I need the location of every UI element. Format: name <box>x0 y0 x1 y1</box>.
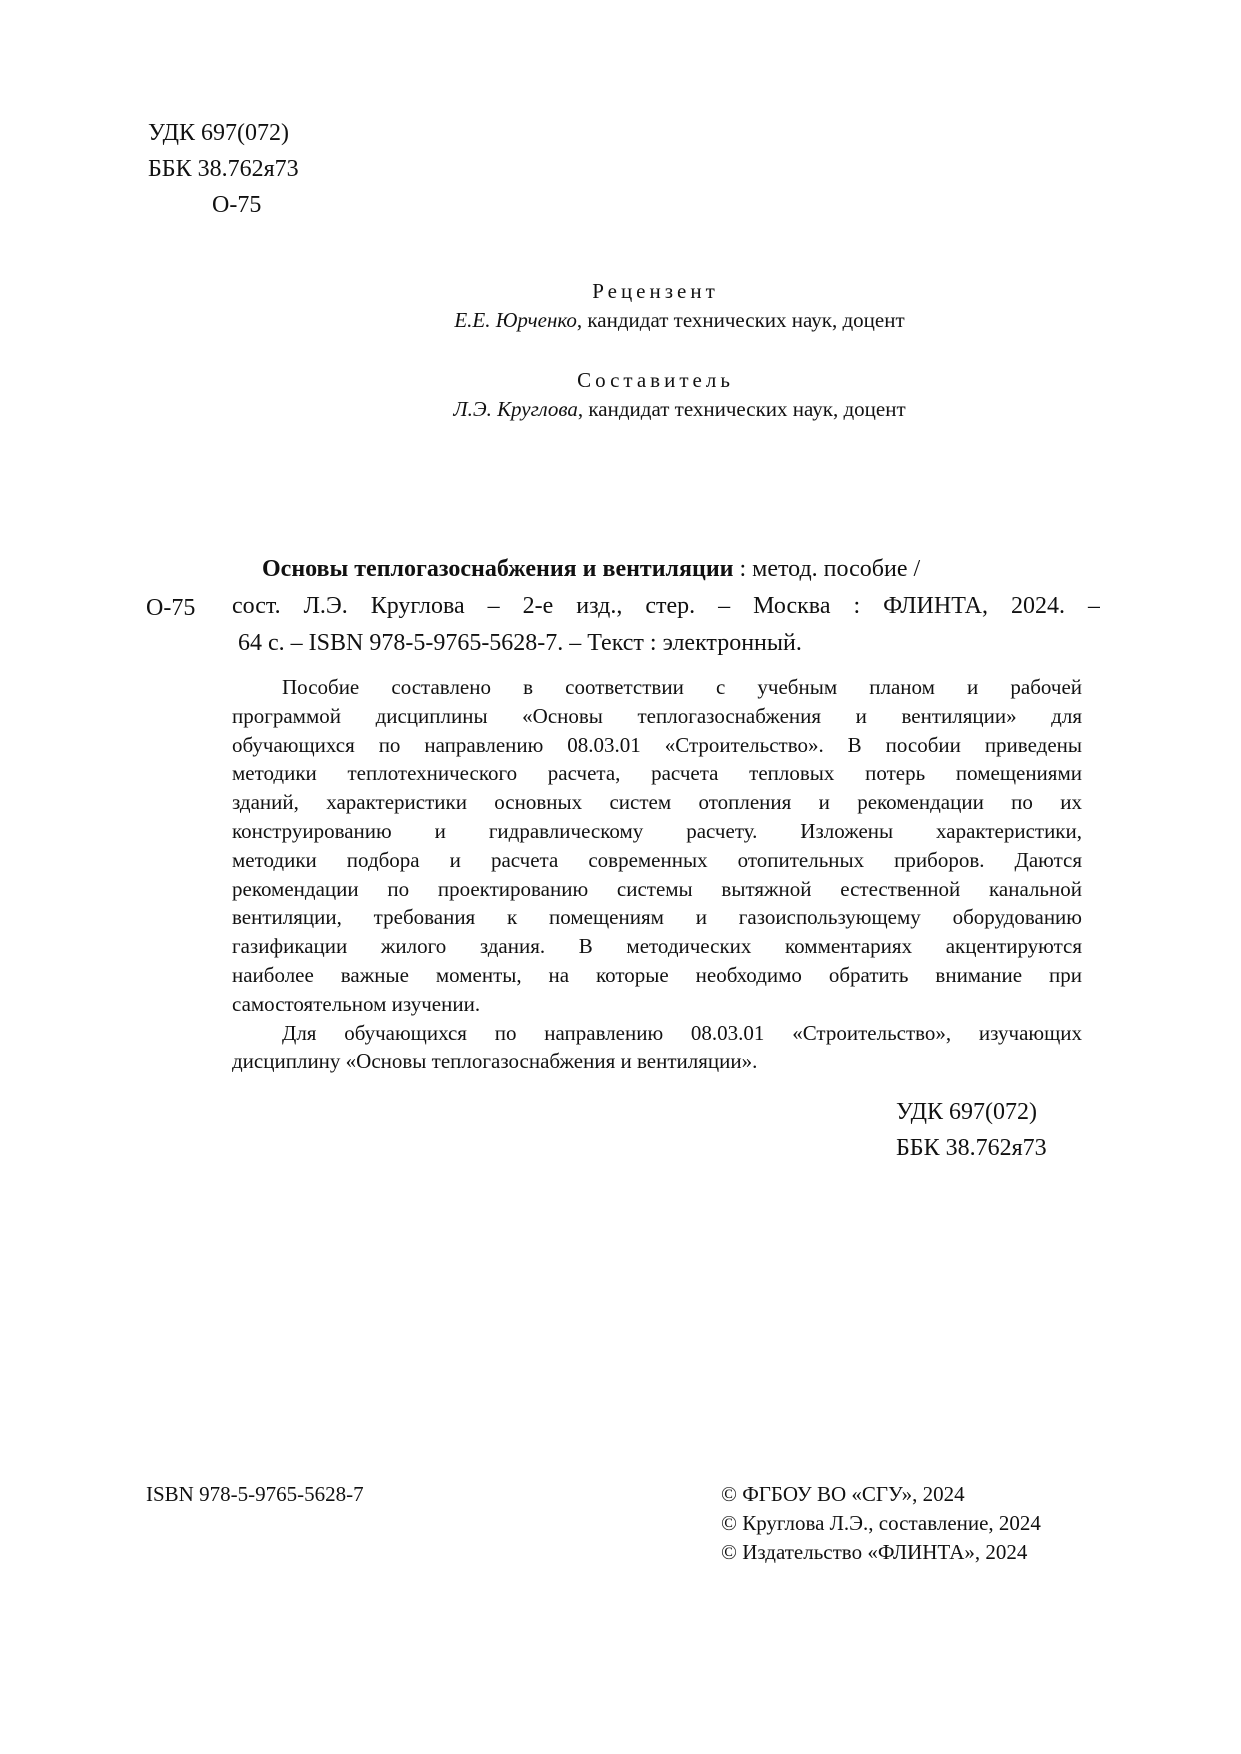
compiler-name: Л.Э. Круглова <box>453 397 578 421</box>
author-mark-side: О-75 <box>146 595 196 621</box>
udk-code-top: УДК 697(072) <box>148 120 289 146</box>
compiler-heading: Составитель <box>577 368 734 392</box>
bbk-code-top: ББК 38.762я73 <box>148 156 299 182</box>
bibliographic-line-1-rest: : метод. пособие / <box>733 556 921 582</box>
compiler-title: , кандидат технических наук, доцент <box>577 397 906 421</box>
copyright-line: © Круглова Л.Э., составление, 2024 <box>721 1511 1041 1535</box>
annotation-line: программой дисциплины «Основы теплогазоснабжения и вентиляции» для <box>232 703 1082 728</box>
reviewer-heading: Рецензент <box>592 279 719 303</box>
annotation-line: самостоятельном изучении. <box>232 991 481 1016</box>
annotation-line: рекомендации по проектированию системы вытяжной естественной канальной <box>232 876 1082 901</box>
isbn-footer: ISBN 978-5-9765-5628-7 <box>146 1482 364 1506</box>
bbk-code-bottom: ББК 38.762я73 <box>896 1135 1047 1161</box>
book-title: Основы теплогазоснабжения и вентиляции <box>262 556 734 582</box>
annotation-line: обучающихся по направлению 08.03.01 «Строительство». В пособии приведены <box>232 732 1082 757</box>
reviewer-title: , кандидат технических наук, доцент <box>576 308 905 332</box>
annotation-line: вентиляции, требования к помещениям и газоиспользующему оборудованию <box>232 905 1082 930</box>
copyright-line: © Издательство «ФЛИНТА», 2024 <box>721 1540 1028 1564</box>
annotation-line: методики подбора и расчета современных отопительных приборов. Даются <box>232 847 1082 872</box>
author-mark-top: О-75 <box>212 192 262 218</box>
annotation-line: конструированию и гидравлическому расчету. Изложены характеристики, <box>232 818 1082 843</box>
annotation-line: методики теплотехнического расчета, расчета тепловых потерь помещениями <box>232 761 1082 786</box>
annotation-line: газификации жилого здания. В методических комментариях акцентируются <box>232 934 1082 959</box>
copyright-line: © ФГБОУ ВО «СГУ», 2024 <box>721 1482 965 1506</box>
udk-code-bottom: УДК 697(072) <box>896 1099 1037 1125</box>
annotation-line: зданий, характеристики основных систем отопления и рекомендации по их <box>232 790 1082 815</box>
bibliographic-line-2-text: сост. Л.Э. Круглова – 2-е изд., стер. – Москва : ФЛИНТА, 2024. – <box>232 593 1100 619</box>
annotation-line: Пособие составлено в соответствии с учебным планом и рабочей <box>282 675 1082 699</box>
annotation-line: наиболее важные моменты, на которые необходимо обратить внимание при <box>232 962 1082 987</box>
annotation-line: Для обучающихся по направлению 08.03.01 «Строительство», изучающих <box>282 1020 1082 1045</box>
compiler-line <box>0 395 1241 423</box>
reviewer-line <box>0 306 1241 334</box>
reviewer-name: Е.Е. Юрченко <box>454 308 577 332</box>
bibliographic-line-2 <box>232 591 1100 623</box>
bibliographic-line-1 <box>232 554 1100 584</box>
bibliographic-line-3-text: 64 с. – ISBN 978-5-9765-5628-7. – Текст : электронный. <box>238 630 802 656</box>
annotation-line: дисциплину «Основы теплогазоснабжения и вентиляции». <box>232 1049 758 1074</box>
bibliographic-line-3 <box>232 628 1100 658</box>
annotation <box>232 673 1082 1076</box>
